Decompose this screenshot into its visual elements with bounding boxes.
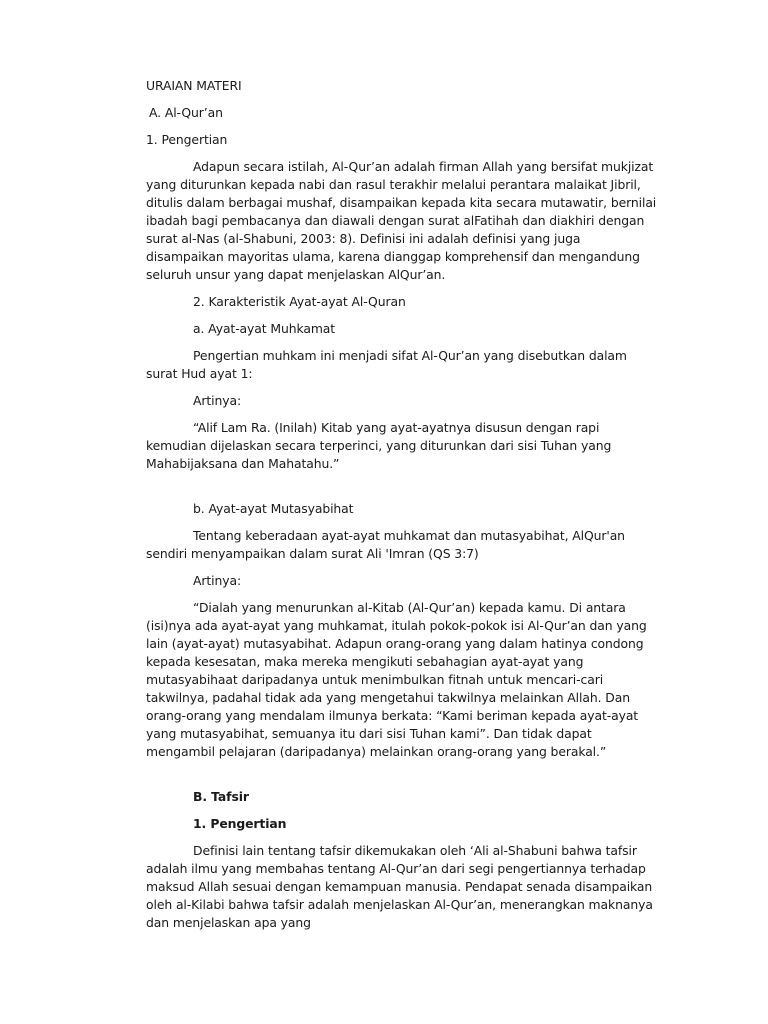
paragraph-definisi: Adapun secara istilah, Al-Qur’an adalah firman Allah yang bersifat mukjizat yang diturunkan kepada nabi dan rasul terakhir melalui perantara malaikat Jibril, ditulis dalam berbagai mushaf, disampaikan kepada kita secara mutawatir, bernilai ibadah bagi pembacanya dan diawali dengan surat alFatihah dan diakhiri dengan surat al-Nas (al-Shabuni, 2003: 8). Definisi ini adalah definisi yang juga disampaikan mayoritas ulama, karena dianggap komprehensif dan mengandung seluruh unsur yang dapat menjelaskan AlQur’an. — [146, 159, 657, 282]
subsection-tafsir-pengertian-heading: 1. Pengertian — [193, 816, 287, 831]
subsection-muhkamat-heading: a. Ayat-ayat Muhkamat — [193, 321, 336, 336]
document-body — [146, 77, 658, 941]
section-b-heading: B. Tafsir — [193, 789, 249, 804]
spacer — [146, 770, 658, 788]
quote-ali-imran: “Dialah yang menurunkan al-Kitab (Al-Qur’an) kepada kamu. Di antara (isi)nya ada ayat-ayat yang muhkamat, itulah pokok-pokok isi Al-Qur’an dan yang lain (ayat-ayat) mutasyabihat. Adapun orang-orang yang dalam hatinya condong kepada kesesatan, maka mereka mengikuti sebahagian ayat-ayat yang mutasyabihaat daripadanya untuk menimbulkan fitnah untuk mencari-cari takwilnya, padahal tidak ada yang mengetahui takwilnya melainkan Allah. Dan orang-orang yang mendalam ilmunya berkata: “Kami beriman kepada ayat-ayat yang mutasyabihat, semuanya itu dari sisi Tuhan kami”. Dan tidak dapat mengambil pelajaran (daripadanya) melainkan orang-orang yang berakal.” — [146, 600, 647, 759]
artinya-label-1: Artinya: — [193, 393, 242, 408]
subsection-mutasyabihat-heading: b. Ayat-ayat Mutasyabihat — [193, 501, 354, 516]
document-title: URAIAN MATERI — [146, 78, 242, 93]
paragraph-muhkam: Pengertian muhkam ini menjadi sifat Al-Qur’an yang disebutkan dalam surat Hud ayat 1: — [146, 348, 627, 381]
artinya-label-2: Artinya: — [193, 573, 242, 588]
paragraph-mutasyabihat: Tentang keberadaan ayat-ayat muhkamat dan mutasyabihat, AlQur'an sendiri menyampaikan dalam surat Ali 'Imran (QS 3:7) — [146, 528, 625, 561]
paragraph-tafsir: Definisi lain tentang tafsir dikemukakan oleh ‘Ali al-Shabuni bahwa tafsir adalah ilmu yang membahas tentang Al-Qur’an dari segi pengertiannya terhadap maksud Allah sesuai dengan kemampuan manusia. Pendapat senada disampaikan oleh al-Kilabi bahwa tafsir adalah menjelaskan Al-Qur’an, menerangkan maknanya dan menjelaskan apa yang — [146, 843, 653, 930]
spacer — [146, 482, 658, 500]
subsection-pengertian-heading: 1. Pengertian — [146, 132, 228, 147]
section-a-heading: A. Al-Qur’an — [149, 105, 223, 120]
subsection-karakteristik-heading: 2. Karakteristik Ayat-ayat Al-Quran — [193, 294, 406, 309]
quote-hud: “Alif Lam Ra. (Inilah) Kitab yang ayat-ayatnya disusun dengan rapi kemudian dijelaskan secara terperinci, yang diturunkan dari sisi Tuhan yang Mahabijaksana dan Mahatahu.” — [146, 420, 612, 471]
